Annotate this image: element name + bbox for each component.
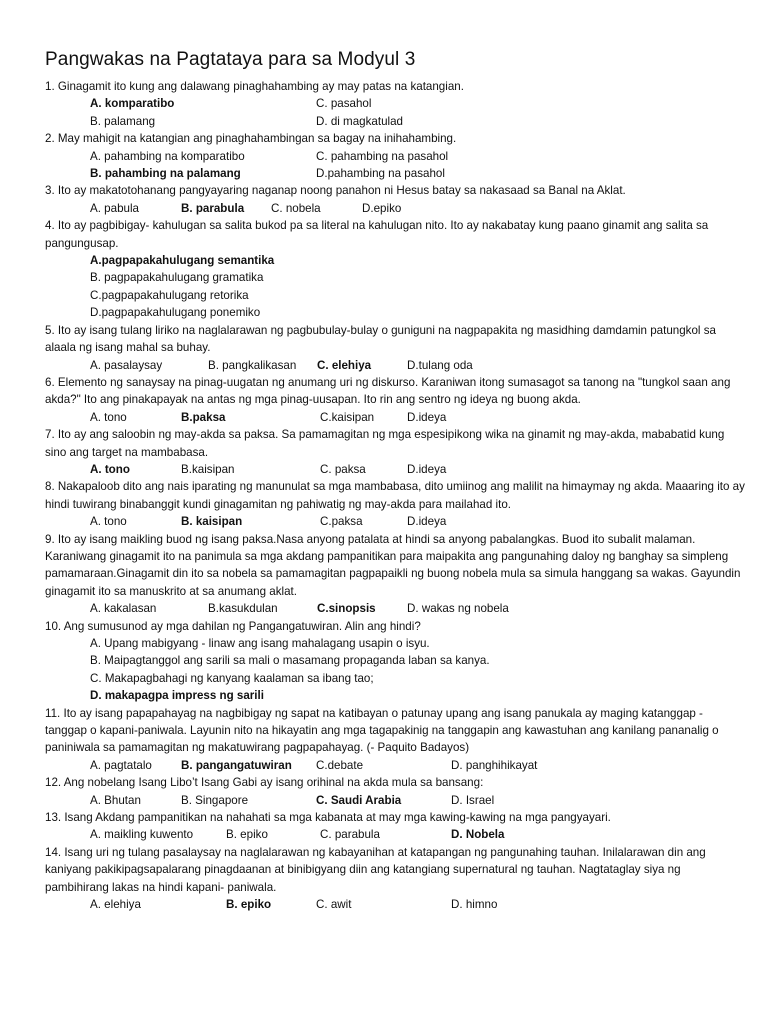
- question-text: 2. May mahigit na katangian ang pinaghahambingan sa bagay na inihahambing.: [45, 132, 457, 146]
- options-row: [45, 896, 746, 913]
- option: D.pagpapakahulugang ponemiko: [90, 306, 261, 320]
- options-row: [45, 409, 746, 426]
- option: B. kaisipan: [181, 515, 243, 529]
- option: D.ideya: [407, 410, 447, 424]
- question-item: [45, 844, 746, 914]
- option: D.tulang oda: [407, 358, 473, 372]
- question-item: [45, 618, 746, 705]
- option: A. pagtatalo: [90, 758, 152, 772]
- option: A. maikling kuwento: [90, 828, 194, 842]
- question-text: 7. Ito ay ang saloobin ng may-akda sa paksa. Sa pamamagitan ng mga espesipikong wika na ginamit ng may-akda, mababatid kung sino ang target na mambabasa.: [45, 428, 725, 459]
- option: D.ideya: [407, 462, 447, 476]
- question-item: [45, 130, 746, 182]
- options-column: [45, 635, 746, 705]
- options-row: [45, 461, 746, 478]
- options-row: [45, 165, 746, 182]
- option: A. tono: [90, 515, 127, 529]
- option: B. parabula: [181, 201, 245, 215]
- option: A. Bhutan: [90, 793, 141, 807]
- question-item: [45, 478, 746, 530]
- question-text: 14. Isang uri ng tulang pasalaysay na naglalarawan ng kabayanihan at katapangan ng pangunahing tauhan. Inilalarawan din ang kaniyang pakikipagsapalarang pinagdaanan at binibigyang diin ang katangiang supernatural ng tauhan. Nagtataglay siya ng pambihirang lakas na hindi kapani- paniwala.: [45, 845, 706, 894]
- option: D.ideya: [407, 515, 447, 529]
- option: B.kaisipan: [181, 462, 235, 476]
- option: B. epiko: [226, 898, 272, 912]
- question-text: 8. Nakapaloob dito ang nais iparating ng manunulat sa mga mambabasa, dito umiinog ang malilit na himaymay ng akda. Maaaring ito ay hindi tuwirang binabanggit kundi ginagamitan ng pahiwatig ng may-akda para mailahad ito.: [45, 480, 745, 511]
- option: A. tono: [90, 410, 127, 424]
- option: D. panghihikayat: [451, 758, 538, 772]
- question-text: 6. Elemento ng sanaysay na pinag-uugatan ng anumang uri ng diskurso. Karaniwan itong sumasagot sa tanong na "tungkol saan ang akda?" Ito ang pinakapayak na antas ng mga pinag-uusapan. Ito rin ang sentro ng ideya ng buong akda.: [45, 375, 731, 407]
- option: D. di magkatulad: [316, 114, 403, 128]
- option: C. elehiya: [317, 358, 372, 372]
- option: D. wakas ng nobela: [407, 602, 509, 616]
- options-row: [45, 792, 746, 809]
- option: D.pahambing na pasahol: [316, 167, 445, 181]
- question-text: 13. Isang Akdang pampanitikan na nahahati sa mga kabanata at may mga kawing-kawing na mga pangyayari.: [45, 811, 611, 825]
- option: C.debate: [316, 758, 364, 772]
- question-text: 11. Ito ay isang papapahayag na nagbibigay ng sapat na katibayan o patunay upang ang isang panukala ay maging katanggap - tanggap o kapani-paniwala. Layunin nito na hikayatin ang mga tagapakinig na tanggapin ang kawastuhan ang kanilang pananalig o paniniwala sa pamamagitan ng makatuwirang pagpapahayag. (- Paquito Badayos): [45, 706, 719, 755]
- question-item: [45, 809, 746, 844]
- options-row: [45, 95, 746, 112]
- question-item: [45, 78, 746, 130]
- question-item: [45, 217, 746, 321]
- option: B. Singapore: [181, 793, 249, 807]
- option: B. Maipagtanggol ang sarili sa mali o masamang propaganda laban sa kanya.: [90, 654, 490, 668]
- question-item: [45, 426, 746, 478]
- question-text: 5. Ito ay isang tulang liriko na naglalarawan ng pagbubulay-bulay o guniguni na nagpapakita ng masidhing damdamin patungkol sa alaala ng isang mahal sa buhay.: [45, 323, 716, 355]
- option: C. Makapagbahagi ng kanyang kaalaman sa ibang tao;: [90, 671, 374, 685]
- option: B. epiko: [226, 828, 268, 842]
- option: C. awit: [316, 898, 352, 912]
- option: B.paksa: [181, 410, 226, 424]
- option: C.sinopsis: [317, 602, 376, 616]
- option: C. parabula: [320, 828, 380, 842]
- option: C. pahambing na pasahol: [316, 149, 449, 163]
- question-item: [45, 374, 746, 426]
- option: A.pagpapakahulugang semantika: [90, 254, 275, 268]
- option: A. Upang mabigyang - linaw ang isang mahalagang usapin o isyu.: [90, 637, 430, 650]
- options-row: [45, 148, 746, 165]
- option: C. pasahol: [316, 97, 372, 111]
- option: A. komparatibo: [90, 97, 175, 111]
- option: B. pahambing na palamang: [90, 167, 241, 181]
- options-row: [45, 513, 746, 530]
- option: B. pagpapakahulugang gramatika: [90, 271, 264, 285]
- options-row: [45, 826, 746, 843]
- question-item: [45, 182, 746, 217]
- question-item: [45, 705, 746, 775]
- options-row: [45, 600, 746, 617]
- option: C.pagpapakahulugang retorika: [90, 288, 249, 302]
- option: D.epiko: [362, 201, 402, 215]
- option: C. nobela: [271, 201, 321, 215]
- option: D. Nobela: [451, 828, 505, 842]
- option: B. palamang: [90, 114, 156, 128]
- options-column: [45, 252, 746, 322]
- option: A. pahambing na komparatibo: [90, 149, 245, 163]
- question-item: [45, 322, 746, 374]
- question-item: [45, 531, 746, 618]
- options-row: [45, 113, 746, 130]
- page-title: Pangwakas na Pagtataya para sa Modyul 3: [45, 49, 416, 70]
- option: A. kakalasan: [90, 602, 157, 616]
- options-row: [45, 200, 746, 217]
- option: B. pangangatuwiran: [181, 758, 292, 772]
- question-text: 3. Ito ay makatotohanang pangyayaring naganap noong panahon ni Hesus batay sa nakasaad sa Banal na Aklat.: [45, 184, 626, 198]
- option: D. makapagpa impress ng sarili: [90, 689, 264, 703]
- question-text: 1. Ginagamit ito kung ang dalawang pinaghahambing ay may patas na katangian.: [45, 80, 464, 93]
- question-text: 9. Ito ay isang maikling buod ng isang paksa.Nasa anyong patalata at hindi sa anyong pabalangkas. Buod ito subalit malaman. Karaniwang ginagamit ito na panimula sa mga akdang pampanitikan para maipakita ang pangunahing daloy ng banghay sa simpleng pamamaraan.Ginagamit din ito sa nobela sa pamamagitan pagpapaikli ng buong nobela mula sa simula hanggang sa wakas. Gayundin ginagamit ito sa manuskrito at sa anumang aklat.: [45, 532, 741, 598]
- option: B.kasukdulan: [208, 602, 278, 616]
- option: C. paksa: [320, 462, 366, 476]
- option: C.paksa: [320, 515, 363, 529]
- option: A. elehiya: [90, 898, 141, 912]
- question-text: 12. Ang nobelang Isang Libo’t Isang Gabi ay isang orihinal na akda mula sa bansang:: [45, 776, 484, 790]
- option: D. Israel: [451, 793, 495, 807]
- option: B. pangkalikasan: [208, 358, 297, 372]
- option: A. pasalaysay: [90, 358, 163, 372]
- option: C. Saudi Arabia: [316, 793, 402, 807]
- question-item: [45, 774, 746, 809]
- options-row: [45, 357, 746, 374]
- question-text: 10. Ang sumusunod ay mga dahilan ng Pangangatuwiran. Alin ang hindi?: [45, 619, 421, 633]
- option: A. pabula: [90, 201, 139, 215]
- option: D. himno: [451, 898, 498, 912]
- option: C.kaisipan: [320, 410, 375, 424]
- question-text: 4. Ito ay pagbibigay- kahulugan sa salita bukod pa sa literal na kahulugan nito. Ito ay nakabatay kung paano ginamit ang salita sa pangungusap.: [45, 219, 709, 250]
- options-row: [45, 757, 746, 774]
- option: A. tono: [90, 462, 130, 476]
